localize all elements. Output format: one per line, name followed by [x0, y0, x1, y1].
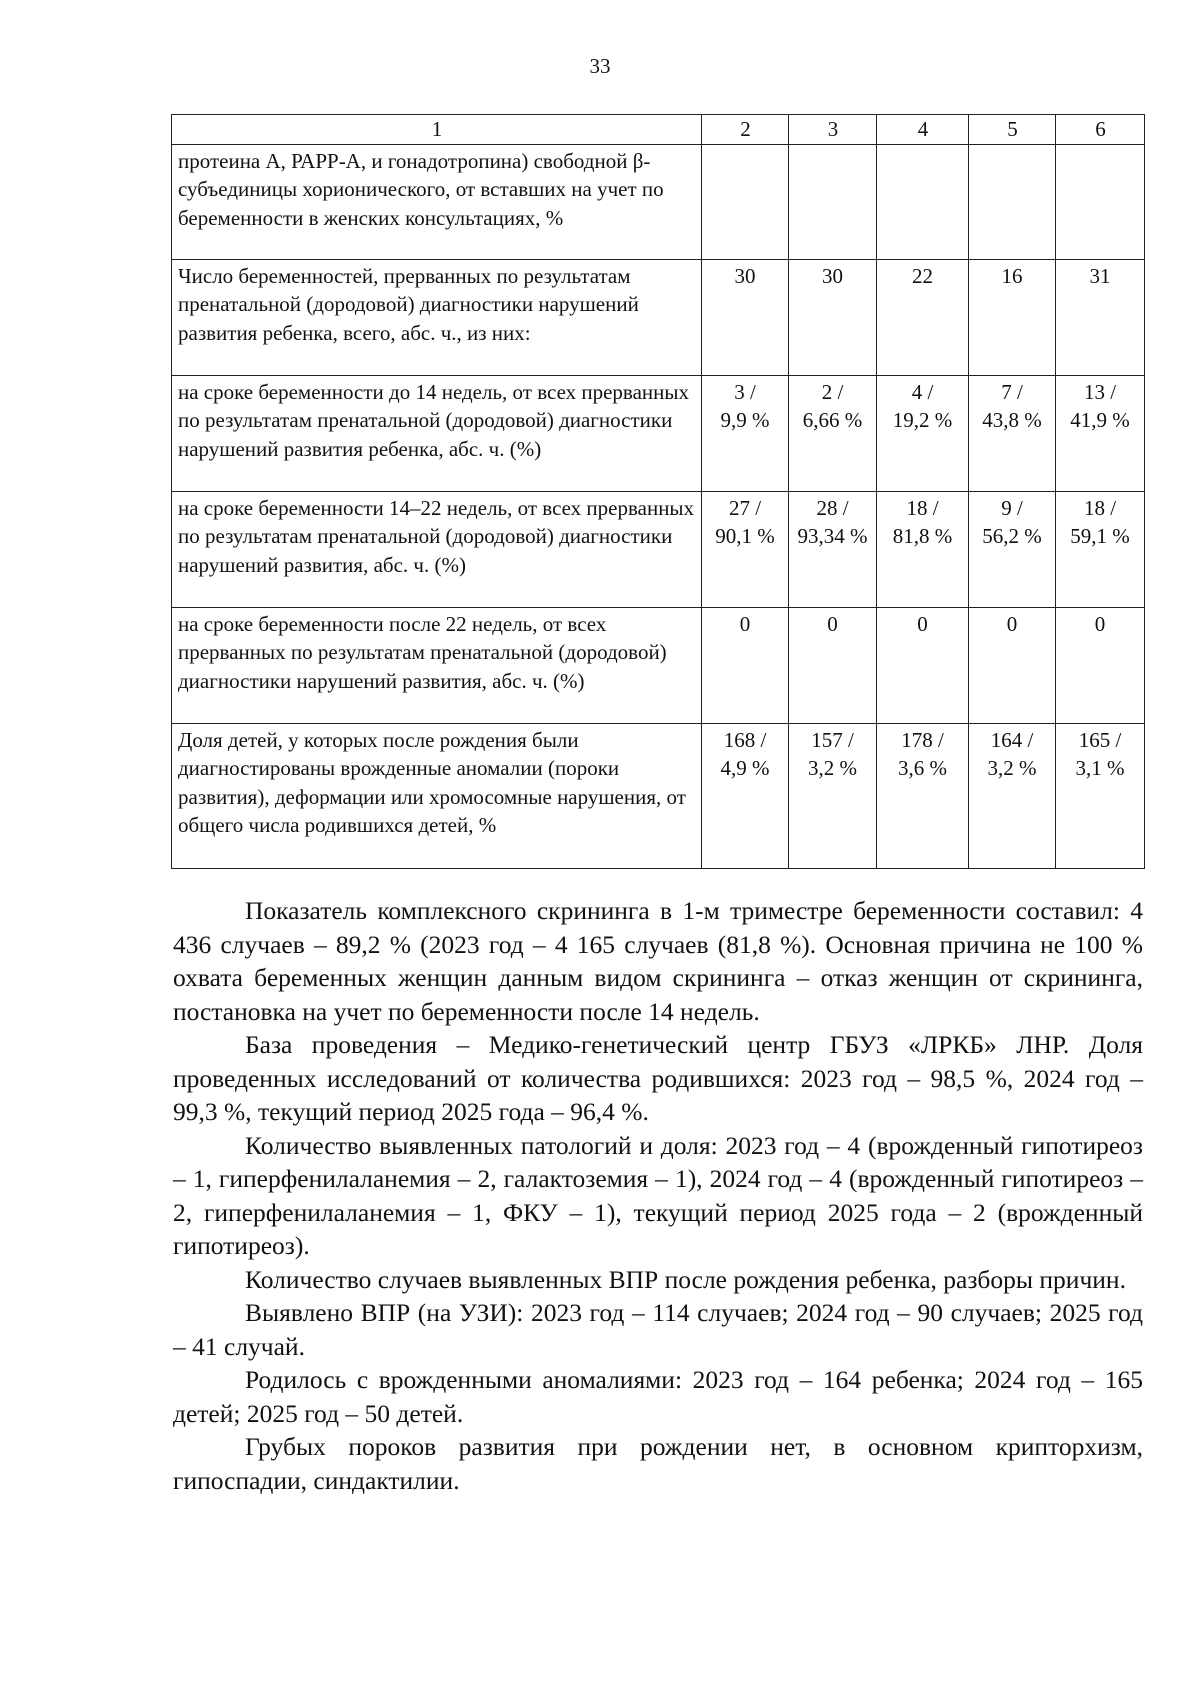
table-cell — [789, 144, 877, 259]
paragraph: Родилось с врожденными аномалиями: 2023 год – 164 ребенка; 2024 год – 165 детей; 2025 год – 50 детей. — [173, 1365, 1143, 1428]
table-row — [172, 375, 1145, 491]
cell-pct: 56,2 % — [982, 524, 1042, 548]
table-cell: 30 — [789, 259, 877, 375]
cell-pct: 81,8 % — [892, 524, 953, 548]
cell-pct: 9,9 % — [720, 408, 770, 432]
table-cell — [789, 723, 877, 868]
cell-abs: 178 / — [901, 727, 944, 752]
cell-abs: 27 / — [728, 495, 762, 520]
cell-abs: 2 / — [821, 379, 844, 404]
paragraph: Количество случаев выявленных ВПР после рождения ребенка, разборы причин. — [245, 1264, 1126, 1294]
table-cell — [969, 375, 1056, 491]
data-table — [171, 114, 1145, 869]
table-row — [172, 259, 1145, 375]
cell-abs: 18 / — [1083, 495, 1117, 520]
table-cell — [702, 491, 789, 607]
table-cell: 22 — [877, 259, 969, 375]
body-text — [173, 894, 1143, 1497]
table-row — [172, 144, 1145, 259]
row-label: Доля детей, у которых после рождения были диагностированы врожденные аномалии (пороки развития), деформации или хромосомные нарушения, от общего числа родившихся детей, % — [172, 723, 702, 868]
table-cell: 31 — [1056, 259, 1145, 375]
table-cell — [1056, 723, 1145, 868]
table-cell — [969, 723, 1056, 868]
table-cell — [789, 375, 877, 491]
cell-abs: 7 / — [1001, 379, 1023, 404]
cell-pct: 6,66 % — [802, 408, 863, 432]
table-row — [172, 723, 1145, 868]
paragraph: Показатель комплексного скрининга в 1-м триместре беременности составил: 4 436 случаев – 89,2 % (2023 год – 4 165 случаев (81,8 %). Основная причина не 100 % охвата беременных женщин данным видом скрининга – отказ женщин от скрининга, постановка на учет по беременности после 14 недель. — [173, 896, 1143, 1026]
cell-abs: 3 / — [734, 379, 756, 404]
row-label: на сроке беременности 14–22 недель, от всех прерванных по результатам пренатальной (дородовой) диагностики нарушений развития, абс. ч. (%) — [172, 491, 702, 607]
cell-abs: 157 / — [811, 727, 854, 752]
table-cell — [789, 491, 877, 607]
table-cell: 0 — [969, 607, 1056, 723]
cell-pct: 93,34 % — [797, 524, 868, 548]
column-header: 6 — [1056, 115, 1145, 145]
cell-pct: 43,8 % — [982, 408, 1042, 432]
table-cell — [877, 491, 969, 607]
row-label: протеина А, РАРР-А, и гонадотропина) свободной β-субъединицы хорионического, от вставших на учет по беременности в женских консультациях, % — [172, 144, 702, 259]
table-cell: 16 — [969, 259, 1056, 375]
paragraph: База проведения – Медико-генетический центр ГБУЗ «ЛРКБ» ЛНР. Доля проведенных исследований от количества родившихся: 2023 год – 98,5 %, 2024 год – 99,3 %, текущий период 2025 года – 96,4 %. — [173, 1030, 1143, 1126]
paragraph: Грубых пороков развития при рождении нет, в основном крипторхизм, гипоспадии, синдактилии. — [173, 1432, 1143, 1495]
page-number: 33 — [589, 54, 611, 78]
cell-pct: 3,2 % — [987, 756, 1037, 780]
table-cell — [877, 375, 969, 491]
column-header: 4 — [877, 115, 969, 145]
table-cell — [1056, 375, 1145, 491]
table-row — [172, 491, 1145, 607]
column-header: 1 — [172, 115, 702, 145]
table-cell — [1056, 491, 1145, 607]
table-cell — [969, 144, 1056, 259]
paragraph: Количество выявленных патологий и доля: 2023 год – 4 (врожденный гипотиреоз – 1, гиперфенилаланемия – 2, галактоземия – 1), 2024 год – 4 (врожденный гипотиреоз – 2, гиперфенилаланемия – 1, ФКУ – 1), текущий период 2025 года – 2 (врожденный гипотиреоз). — [173, 1130, 1143, 1260]
row-label: на сроке беременности после 22 недель, от всех прерванных по результатам пренатальной (дородовой) диагностики нарушений развития, абс. ч. (%) — [172, 607, 702, 723]
cell-abs: 9 / — [1001, 495, 1023, 520]
table-cell — [877, 723, 969, 868]
cell-abs: 18 / — [906, 495, 939, 520]
cell-pct: 41,9 % — [1070, 408, 1130, 432]
cell-abs: 4 / — [911, 379, 934, 404]
table-cell — [702, 375, 789, 491]
column-header: 3 — [789, 115, 877, 145]
table-cell: 30 — [702, 259, 789, 375]
cell-pct: 3,6 % — [898, 756, 947, 780]
table-cell — [1056, 144, 1145, 259]
cell-pct: 4,9 % — [720, 756, 770, 780]
table-cell: 0 — [877, 607, 969, 723]
cell-pct: 3,2 % — [808, 756, 857, 780]
row-label: Число беременностей, прерванных по результатам пренатальной (дородовой) диагностики нарушений развития ребенка, всего, абс. ч., из них: — [172, 259, 702, 375]
table-header-row — [172, 115, 1145, 145]
cell-pct: 59,1 % — [1070, 524, 1130, 548]
column-header: 5 — [969, 115, 1056, 145]
column-header: 2 — [702, 115, 789, 145]
table-cell: 0 — [702, 607, 789, 723]
cell-abs: 28 / — [816, 495, 849, 520]
cell-pct: 90,1 % — [715, 524, 775, 548]
table-cell — [702, 144, 789, 259]
table-cell — [969, 491, 1056, 607]
cell-abs: 13 / — [1083, 379, 1117, 404]
paragraph: Выявлено ВПР (на УЗИ): 2023 год – 114 случаев; 2024 год – 90 случаев; 2025 год – 41 случай. — [173, 1298, 1143, 1361]
table-cell: 0 — [1056, 607, 1145, 723]
cell-abs: 168 / — [723, 727, 767, 752]
table-cell — [877, 144, 969, 259]
cell-abs: 165 / — [1078, 727, 1122, 752]
table-row — [172, 607, 1145, 723]
row-label: на сроке беременности до 14 недель, от всех прерванных по результатам пренатальной (дородовой) диагностики нарушений развития ребенка, абс. ч. (%) — [172, 375, 702, 491]
cell-abs: 164 / — [990, 727, 1034, 752]
table-cell: 0 — [789, 607, 877, 723]
cell-pct: 19,2 % — [892, 408, 953, 432]
cell-pct: 3,1 % — [1075, 756, 1125, 780]
table-cell — [702, 723, 789, 868]
